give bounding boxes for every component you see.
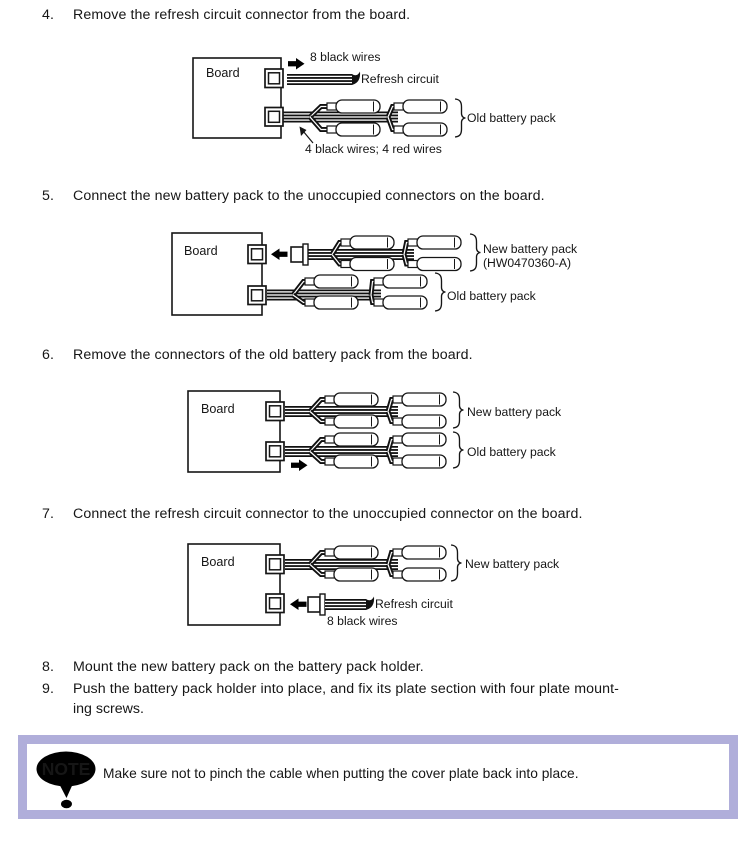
- plug-body: [308, 597, 320, 612]
- step-text: Push the battery pack holder into place, and fix its plate section with four plate mount-: [73, 681, 619, 697]
- cell-tab: [394, 103, 404, 110]
- step-5-heading: [42, 186, 737, 207]
- arrow-glyph: [290, 599, 307, 611]
- battery-harness: [283, 100, 447, 136]
- free-connector: [308, 594, 325, 615]
- wire-gap: [285, 561, 398, 562]
- cable-gap: [287, 76, 352, 77]
- connector-inner: [270, 446, 281, 457]
- cell-tab: [325, 436, 335, 443]
- wire-gap: [283, 119, 398, 120]
- note-badge-icon: [33, 748, 105, 810]
- cable-gap: [287, 82, 352, 83]
- cell-tab: [325, 549, 335, 556]
- wire-gap: [283, 116, 398, 117]
- refresh-circuit-label: Refresh circuit: [361, 72, 439, 86]
- cell-tab: [408, 261, 418, 268]
- old-battery-pack-label: Old battery pack: [467, 111, 556, 125]
- new-pack-brace: [470, 234, 481, 271]
- battery-harness: [285, 433, 446, 468]
- battery-harness: [285, 393, 446, 428]
- note-bubble-tail: [59, 784, 73, 799]
- step-number: 9.: [42, 681, 55, 697]
- note-badge-text: NOTE: [41, 759, 91, 779]
- board-connector: [266, 555, 284, 574]
- cell-tab: [393, 436, 403, 443]
- connector-inner: [270, 598, 281, 609]
- free-connector: [291, 244, 308, 265]
- insert-direction-arrow-icon: [290, 599, 307, 611]
- board-connector: [266, 594, 284, 613]
- cell-tab: [305, 299, 315, 306]
- board-connector: [265, 108, 283, 127]
- cell-tab: [327, 126, 337, 133]
- step-9-heading: [42, 679, 737, 700]
- cell-tab: [325, 418, 335, 425]
- old-pack-brace: [453, 432, 464, 468]
- step-number: 7.: [42, 506, 55, 522]
- new-battery-pack-label: New battery pack: [465, 557, 560, 571]
- board-connector: [248, 286, 266, 305]
- board-connector: [265, 69, 283, 88]
- cell-tab: [325, 396, 335, 403]
- board-label: Board: [206, 66, 240, 80]
- top-wires-label: 8 black wires: [310, 50, 381, 64]
- connector-inner: [270, 406, 281, 417]
- step-text: Connect the new battery pack to the unoccupied connectors on the board.: [73, 188, 545, 204]
- wire-gap: [285, 451, 398, 452]
- cable-tip: [352, 72, 360, 86]
- step-number: 8.: [42, 659, 55, 675]
- battery-harness: [267, 275, 427, 309]
- wire-gap: [285, 411, 398, 412]
- remove-direction-arrow-icon: [288, 58, 305, 70]
- insert-direction-arrow-icon: [271, 249, 288, 261]
- board-label: Board: [201, 555, 235, 569]
- cell-tab: [327, 103, 337, 110]
- step-number: 4.: [42, 7, 55, 23]
- cell-tab: [393, 418, 403, 425]
- note-box: [18, 735, 738, 819]
- old-battery-pack-label: Old battery pack: [467, 445, 556, 459]
- new-battery-pack-label: New battery pack: [483, 242, 578, 256]
- arrow-glyph: [288, 58, 305, 70]
- cell-tab: [325, 571, 335, 578]
- wires-label: 8 black wires: [327, 614, 398, 628]
- connector-inner: [252, 249, 263, 260]
- cable-gap: [325, 601, 366, 602]
- cable-tip: [366, 597, 374, 611]
- arrow-glyph: [271, 249, 288, 261]
- step-7-heading: [42, 504, 737, 525]
- bottom-wires-label: 4 black wires; 4 red wires: [305, 142, 442, 156]
- cell-tab: [325, 458, 335, 465]
- cable-gap: [287, 79, 352, 80]
- wire-gap: [308, 254, 414, 255]
- connector-inner: [252, 290, 263, 301]
- plug-body: [291, 247, 303, 262]
- remove-direction-arrow-icon: [291, 460, 308, 472]
- cell-tab: [341, 239, 351, 246]
- connector-inner: [270, 559, 281, 570]
- old-pack-brace: [435, 273, 446, 311]
- new-battery-pack-label: New battery pack: [467, 405, 562, 419]
- step-text: Mount the new battery pack on the battery pack holder.: [73, 659, 424, 675]
- wire-gap: [285, 408, 398, 409]
- step-text: Connect the refresh circuit connector to the unoccupied connector on the board.: [73, 506, 583, 522]
- step6-diagram: [185, 385, 605, 480]
- refresh-circuit-label: Refresh circuit: [375, 597, 453, 611]
- board-connector: [248, 245, 266, 264]
- step7-diagram: [185, 538, 605, 633]
- wire-gap: [285, 448, 398, 449]
- battery-harness: [308, 236, 461, 271]
- note-bubble-dot: [61, 800, 72, 809]
- arrow-glyph: [291, 460, 308, 472]
- wire-gap: [308, 251, 414, 252]
- step-9-continuation: ing screws.: [73, 701, 144, 717]
- step-text: Remove the connectors of the old battery pack from the board.: [73, 347, 473, 363]
- wire-gap: [267, 291, 381, 292]
- cell-tab: [408, 239, 418, 246]
- connector-inner: [269, 111, 280, 122]
- step-4-heading: [42, 5, 737, 26]
- step4-diagram: [185, 42, 605, 172]
- new-battery-pack-part: (HW0470360-A): [483, 256, 572, 270]
- cell-tab: [393, 396, 403, 403]
- step-text: Remove the refresh circuit connector from the board.: [73, 7, 411, 23]
- cell-tab: [374, 278, 384, 285]
- note-text: Make sure not to pinch the cable when putting the cover plate back into place.: [103, 766, 579, 781]
- cell-tab: [341, 261, 351, 268]
- cable-gap: [325, 607, 366, 608]
- board-connector: [266, 442, 284, 461]
- new-pack-brace: [453, 392, 464, 428]
- refresh-circuit-cable: [287, 72, 360, 86]
- cell-tab: [394, 126, 404, 133]
- step-number: 5.: [42, 188, 55, 204]
- cell-tab: [374, 299, 384, 306]
- old-pack-brace: [455, 99, 466, 137]
- new-pack-brace: [451, 545, 462, 581]
- cell-tab: [393, 571, 403, 578]
- refresh-circuit-cable: [325, 597, 374, 611]
- wire-gap: [285, 564, 398, 565]
- cable-gap: [325, 604, 366, 605]
- step5-diagram: [165, 228, 605, 323]
- cell-tab: [305, 278, 315, 285]
- step-number: 6.: [42, 347, 55, 363]
- plug-flange: [303, 244, 308, 265]
- step-8-heading: [42, 657, 737, 678]
- board-label: Board: [201, 402, 235, 416]
- board-connector: [266, 402, 284, 421]
- battery-harness: [285, 546, 446, 581]
- connector-inner: [269, 73, 280, 84]
- cell-tab: [393, 458, 403, 465]
- board-label: Board: [184, 244, 218, 258]
- step-6-heading: [42, 345, 737, 366]
- old-battery-pack-label: Old battery pack: [447, 289, 536, 303]
- plug-flange: [320, 594, 325, 615]
- cell-tab: [393, 549, 403, 556]
